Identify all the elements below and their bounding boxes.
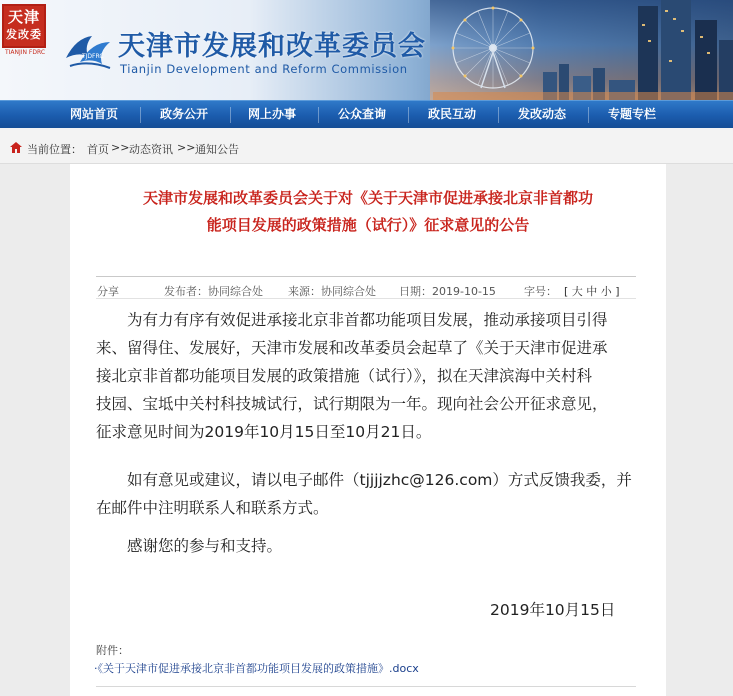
attachment-link[interactable]: ·《关于天津市促进承接北京非首都功能项目发展的政策措施》.docx — [94, 662, 419, 675]
main-nav — [0, 100, 733, 128]
paragraph-line: 如有意见或建议，请以电子邮件（tjjjjzhc@126.com）方式反馈我委，并 — [127, 471, 632, 489]
divider — [96, 276, 636, 277]
font-size-switcher[interactable]: [ 大 中 小 ] — [564, 285, 620, 298]
nav-divider — [498, 107, 499, 123]
site-subtitle: Tianjin Development and Reform Commission — [120, 62, 408, 76]
nav-divider — [140, 107, 141, 123]
font-size-label: 字号： — [524, 285, 557, 298]
attachment-label: 附件： — [96, 644, 129, 657]
site-title: 天津市发展和改革委员会 — [118, 31, 426, 62]
seal-logo — [2, 4, 46, 48]
article-paragraph — [96, 466, 636, 522]
article-title-line: 天津市发展和改革委员会关于对《关于天津市促进承接北京非首都功 — [142, 189, 593, 207]
nav-divider — [318, 107, 319, 123]
breadcrumb-home[interactable]: 首页 — [87, 143, 109, 156]
paragraph-line: 征求意见时间为2019年10月15日至10月21日。 — [96, 423, 432, 441]
commission-emblem-icon — [62, 28, 114, 72]
breadcrumb-news[interactable]: 动态资讯 — [129, 143, 173, 156]
article-title — [100, 185, 636, 239]
emblem-mark: TJDFRC — [82, 53, 104, 60]
home-icon — [10, 142, 22, 153]
paragraph-line: 感谢您的参与和支持。 — [127, 537, 283, 555]
breadcrumb-separator: >> — [177, 141, 196, 154]
paragraph-line: 技园、宝坻中关村科技城试行，试行期限为一年。现向社会公开征求意见， — [96, 395, 608, 413]
breadcrumb-notices[interactable]: 通知公告 — [195, 143, 239, 156]
site-header — [0, 0, 733, 100]
nav-item-topics[interactable]: 专题专栏 — [608, 107, 657, 121]
nav-divider — [588, 107, 589, 123]
seal-caption: TIANJIN FDRC — [4, 49, 46, 56]
paragraph-line: 来、留得住、发展好，天津市发展和改革委员会起草了《关于天津市促进承 — [96, 339, 608, 357]
nav-item-gov-open[interactable]: 政务公开 — [160, 107, 209, 121]
signature-date: 2019年10月15日 — [490, 601, 616, 619]
divider — [96, 686, 636, 687]
article-paragraph — [96, 532, 636, 560]
nav-divider — [230, 107, 231, 123]
breadcrumb-separator: >> — [111, 141, 130, 154]
nav-item-interaction[interactable]: 政民互动 — [428, 107, 477, 121]
seal-text-top: 天津 — [7, 8, 40, 26]
publisher-meta: 发布者：协同综合处 — [164, 285, 263, 298]
date-meta: 日期：2019-10-15 — [399, 285, 496, 298]
article-paragraph — [96, 306, 636, 446]
article-title-line: 能项目发展的政策措施（试行）》征求意见的公告 — [206, 216, 530, 234]
source-meta: 来源：协同综合处 — [288, 285, 376, 298]
breadcrumb — [0, 128, 733, 164]
city-skyline-image — [433, 0, 733, 100]
nav-item-online-service[interactable]: 网上办事 — [248, 107, 297, 121]
nav-divider — [408, 107, 409, 123]
paragraph-line: 为有力有序有效促进承接北京非首都功能项目发展，推动承接项目引得 — [127, 311, 608, 329]
divider — [96, 298, 636, 299]
share-button[interactable]: 分享 — [97, 285, 119, 298]
nav-item-news[interactable]: 发改动态 — [518, 107, 567, 121]
paragraph-line: 在邮件中注明联系人和联系方式。 — [96, 499, 329, 517]
nav-item-public-query[interactable]: 公众查询 — [338, 107, 387, 121]
nav-item-home[interactable]: 网站首页 — [70, 107, 119, 121]
breadcrumb-label: 当前位置： — [27, 143, 82, 156]
paragraph-line: 接北京非首都功能项目发展的政策措施（试行）》，拟在天津滨海中关村科 — [96, 367, 593, 385]
seal-text-bottom: 发改委 — [6, 28, 42, 41]
